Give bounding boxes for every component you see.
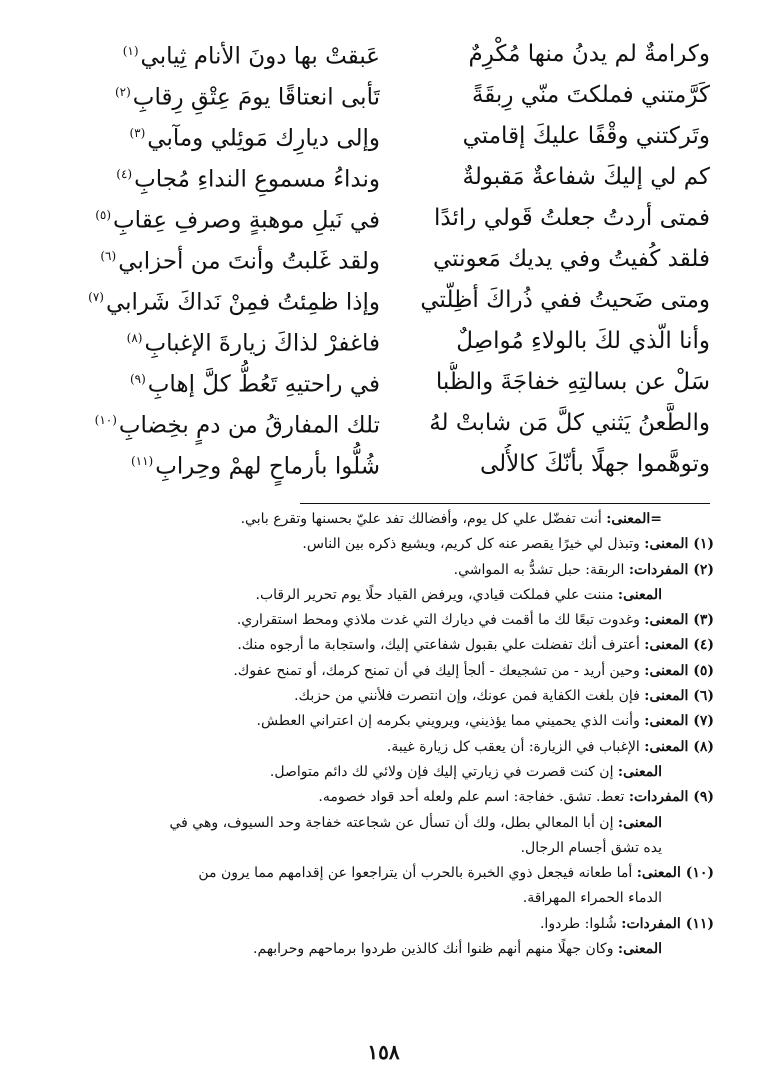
hemistich-text: وإلى ديارِك مَوئِلي ومآبي (147, 125, 380, 152)
footnote-label: (٣) المعنى: (644, 612, 714, 629)
footnote-line (62, 532, 714, 557)
footnote-text: وأنت الذي يحميني مما يؤذيني، ويرويني بكرمه إن اعتراني العطش. (256, 713, 645, 730)
footnote-marker: (٧) (88, 290, 104, 305)
hemistich-text: وإذا ظمِئتُ فمِنْ نَداكَ شَرابي (105, 289, 380, 316)
footnote-separator (300, 503, 710, 504)
footnote-label: (٩) المفردات: (628, 789, 714, 806)
footnote-label: المعنى: (617, 763, 662, 780)
hemistich-text: في راحتيهِ تَعُطُّ كلَّ إهابِ (147, 371, 380, 398)
hemistich-text: شُلُّوا بأرماحٍ لهمْ وحِرابِ (155, 453, 380, 480)
verse-first-hemistich: وأنا الّذي لكَ بالولاءِ مُواصِلٌ (456, 328, 710, 354)
footnote-label: (٤) المعنى: (644, 637, 714, 654)
footnote-label: (١٠) المعنى: (636, 865, 714, 882)
footnote-label: (١١) المفردات: (621, 915, 714, 932)
footnote-marker: (١٠) (94, 413, 117, 428)
footnote-label: (٦) المعنى: (644, 688, 714, 705)
verse (70, 280, 710, 321)
footnote-label: المعنى: (617, 814, 662, 831)
poem-block (70, 34, 710, 504)
hemistich-text: تَأبى انعتاقًا يومَ عِتْقِ رِقابِ (132, 84, 380, 111)
footnote-text: وحين أريد - من تشجيعك - ألجأ إليك في أن تمنح كرمك، أو تمنح عفوك. (233, 662, 645, 679)
footnote-line (62, 659, 714, 684)
verse-first-hemistich: وتوهَّموا جهلًا بأنّكَ كالأُلى (479, 451, 710, 477)
footnote-line (62, 608, 714, 633)
footnote-text: أعترف أنك تفضلت علي بقبول شفاعتي إليك، واستجابة ما أرجوه منك. (237, 637, 645, 654)
verse-first-hemistich: سَلْ عن بسالتِهِ خفاجَةَ والظُّبا (435, 369, 710, 395)
verse-second-hemistich (70, 72, 380, 119)
footnote-line (62, 836, 714, 861)
verse (70, 75, 710, 116)
footnote-text: فإن بلغت الكفاية فمن عونك، وإن انتصرت فلأنني من حزبك. (294, 688, 645, 705)
footnote-label: (٧) المعنى: (644, 713, 714, 730)
footnote-label: (٨) المعنى: (644, 738, 714, 755)
footnote-text: أنت تفضّل علي كل يوم، وأفضالك تفد عليّ بحسنها وتقرع بابي. (240, 511, 607, 527)
footnote-line (62, 785, 714, 810)
hemistich-text: تلك المفارقُ من دمٍ بخِضابِ (118, 412, 380, 439)
footnote-text: إن كنت قصرت في زيارتي إليك فإن ولائي لك دائم متواصل. (269, 763, 618, 780)
footnote-marker: (٩) (129, 372, 146, 387)
footnote-marker: (٥) (95, 208, 112, 223)
verse-second-hemistich (70, 318, 380, 365)
page-number: ١٥٨ (367, 1040, 400, 1064)
footnote-text: مننت علي فملكت قيادي، ويرفض القياد حلًا يوم تحرير الرقاب. (255, 586, 618, 603)
verse (70, 116, 710, 157)
hemistich-text: ولقد غَلبتُ وأنتَ من أحزابي (118, 248, 380, 275)
footnote-line (62, 583, 714, 608)
footnote-label: (٢) المفردات: (628, 561, 714, 578)
footnote-marker: (٨) (126, 331, 143, 346)
footnote-line (62, 735, 714, 760)
verse-second-hemistich (70, 236, 380, 283)
footnote-label: (١) المعنى: (644, 536, 714, 553)
footnote-line (62, 861, 714, 886)
verse-second-hemistich (70, 154, 380, 201)
verse-second-hemistich (70, 113, 380, 160)
verse (70, 239, 710, 280)
footnote-text: وكان جهلًا منهم أنهم ظنوا أنك كالذين طردوا برماحهم وحرابهم. (253, 941, 618, 958)
footnote-line (62, 937, 714, 962)
verse-first-hemistich: فمتى أردتُ جعلتُ قَولي رائدًا (434, 205, 710, 231)
hemistich-text: عَبقتْ بها دونَ الأنام ثِيابي (140, 43, 380, 70)
footnote-label: =المعنى: (606, 511, 662, 527)
footnote-text: شُلوا: طردوا. (539, 915, 622, 932)
verse-first-hemistich: كَرَّمتني فملكتَ منّي رِبقَةً (471, 82, 710, 108)
footnote-text: الإغباب في الزيارة: أن يعقب كل زيارة غيبة. (386, 738, 645, 755)
footnote-line (62, 886, 714, 911)
verse-first-hemistich: كم لي إليكَ شفاعةٌ مَقبولةٌ (462, 164, 710, 190)
footnote-text: أما طعانه فيجعل ذوي الخبرة بالحرب أن يتراجعوا عن إقدامهم مما يرون من (198, 865, 637, 882)
footnote-line (62, 709, 714, 734)
footnote-text: وتبذل لي خيرًا يقصر عنه كل كريم، ويشيع ذكره بين الناس. (302, 536, 645, 553)
footnote-text: وغدوت تبعًا لك ما أقمت في ديارك التي غدت ملاذي ومحط استقراري. (236, 612, 645, 629)
footnote-marker: (١) (122, 44, 139, 59)
footnote-line (62, 507, 714, 532)
verse-first-hemistich: وكرامةٌ لم يدنُ منها مُكْرِمٌ (468, 41, 710, 67)
footnote-line (62, 558, 714, 583)
footnote-line (62, 811, 714, 836)
footnote-text: يده تشق أجسام الرجال. (520, 839, 662, 856)
footnote-label: (٥) المعنى: (644, 662, 714, 679)
hemistich-text: ونداءُ مسموعِ النداءِ مُجابِ (134, 166, 380, 193)
verse-second-hemistich (70, 441, 380, 488)
hemistich-text: فاغفرْ لذاكَ زيارةَ الإغبابِ (144, 330, 380, 357)
verse (70, 34, 710, 75)
verse-second-hemistich (70, 277, 380, 324)
verse-first-hemistich: وتَركتني وقْفًا عليكَ إقامتي (462, 123, 710, 149)
verse-first-hemistich: ومتى ضَحيتُ ففي ذُراكَ أظِلّتي (420, 287, 710, 313)
footnote-marker: (١١) (130, 454, 154, 469)
verse-second-hemistich (70, 359, 380, 406)
footnote-marker: (٦) (100, 249, 117, 264)
footnote-line (62, 912, 714, 937)
footnote-label: المعنى: (617, 586, 662, 603)
verse (70, 403, 710, 444)
verse-second-hemistich (70, 195, 380, 242)
footnote-marker: (٢) (114, 85, 131, 100)
verse (70, 157, 710, 198)
verse-second-hemistich (70, 400, 380, 447)
verse-first-hemistich: والطَّعنُ يَثني كلَّ مَن شابتْ لهُ (429, 410, 710, 436)
footnote-text: الربقة: حبل تشدُّ به المواشي. (453, 561, 629, 578)
footnote-text: تعط. تشق. خفاجة: اسم علم ولعله أحد قواد خصومه. (318, 789, 629, 806)
footnote-text: الدماء الحمراء المهراقة. (522, 890, 662, 907)
verse (70, 362, 710, 403)
hemistich-text: في نَيلِ موهبةٍ وصرفِ عِقابِ (113, 207, 380, 234)
verse-second-hemistich (70, 31, 380, 78)
verse-first-hemistich: فلقد كُفيتُ وفي يديك مَعونتي (432, 246, 710, 272)
footnote-line (62, 633, 714, 658)
footnote-text: إن أبا المعالي بطل، ولك أن تسأل عن شجاعته خفاجة وحد السيوف، وهي في (169, 814, 618, 831)
footnote-marker: (٤) (116, 167, 133, 182)
footnote-line (62, 684, 714, 709)
verse (70, 444, 710, 485)
footnotes-block (62, 507, 714, 962)
footnote-line (62, 760, 714, 785)
verse (70, 321, 710, 362)
footnote-label: المعنى: (617, 941, 662, 958)
footnote-marker: (٣) (129, 126, 146, 141)
verse (70, 198, 710, 239)
